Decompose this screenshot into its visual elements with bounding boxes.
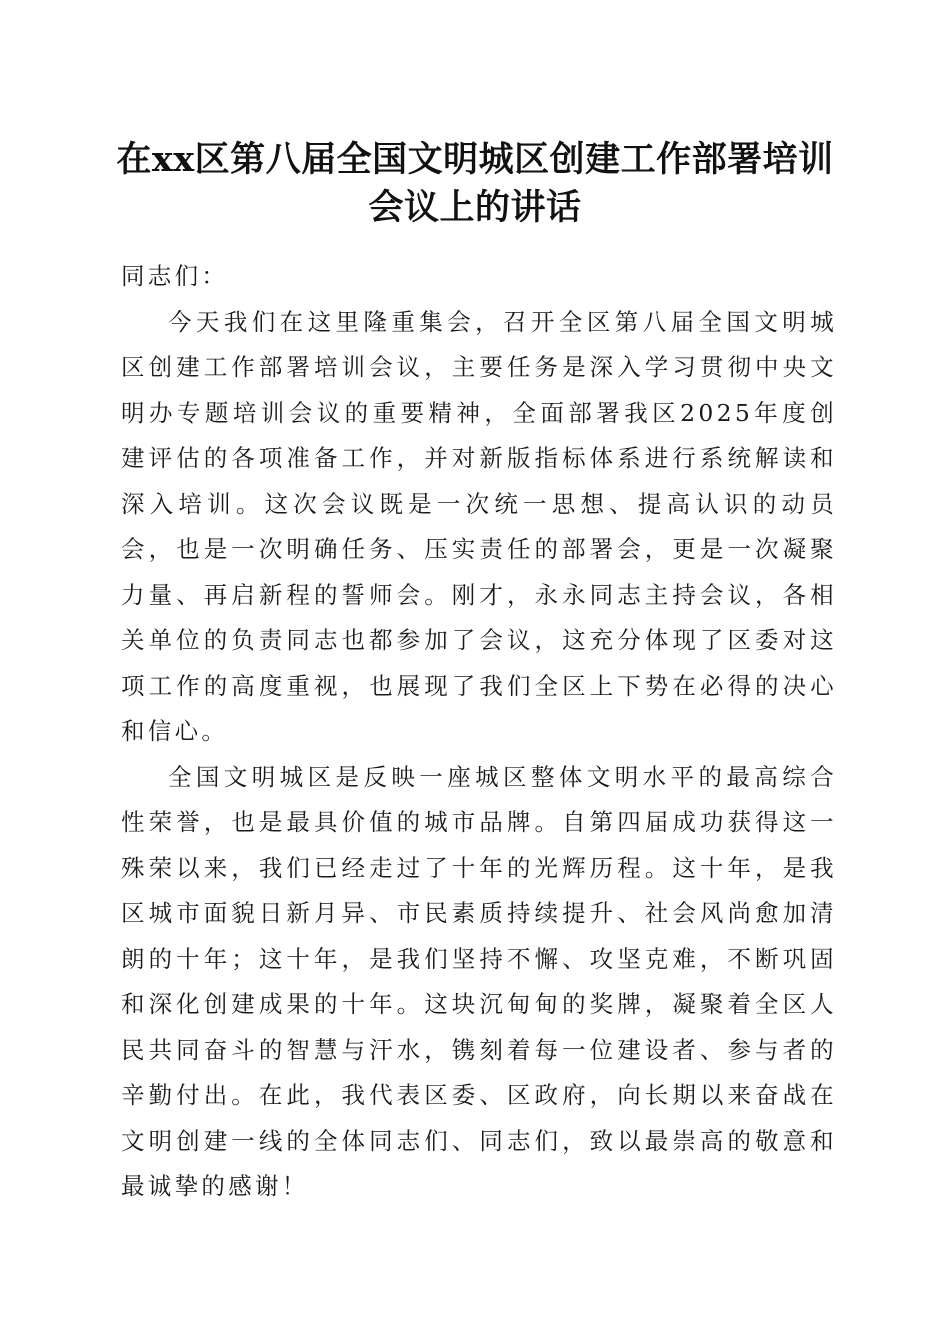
document-body xyxy=(121,254,837,1210)
paragraph-1: 今天我们在这里隆重集会，召开全区第八届全国文明城区创建工作部署培训会议，主要任务是深入学习贯彻中央文明办专题培训会议的重要精神，全面部署我区2025年度创建评估的各项准备工作，并对新版指标体系进行系统解读和深入培训。这次会议既是一次统一思想、提高认识的动员会，也是一次明确任务、压实责任的部署会，更是一次凝聚力量、再启新程的誓师会。刚才，永永同志主持会议，各相关单位的负责同志也都参加了会议，这充分体现了区委对这项工作的高度重视，也展现了我们全区上下势在必得的决心和信心。 xyxy=(121,307,837,745)
paragraph-2: 全国文明城区是反映一座城区整体文明水平的最高综合性荣誉，也是最具价值的城市品牌。自第四届成功获得这一殊荣以来，我们已经走过了十年的光辉历程。这十年，是我区城市面貌日新月异、市民素质持续提升、社会风尚愈加清朗的十年；这十年，是我们坚持不懈、攻坚克难，不断巩固和深化创建成果的十年。这块沉甸甸的奖牌，凝聚着全区人民共同奋斗的智慧与汗水，镌刻着每一位建设者、参与者的辛勤付出。在此，我代表区委、区政府，向长期以来奋战在文明创建一线的全体同志们、同志们，致以最崇高的敬意和最诚挚的感谢！ xyxy=(121,762,837,1200)
salutation: 同志们： xyxy=(121,262,229,290)
document-title: 在xx区第八届全国文明城区创建工作部署培训会议上的讲话 xyxy=(116,139,834,228)
